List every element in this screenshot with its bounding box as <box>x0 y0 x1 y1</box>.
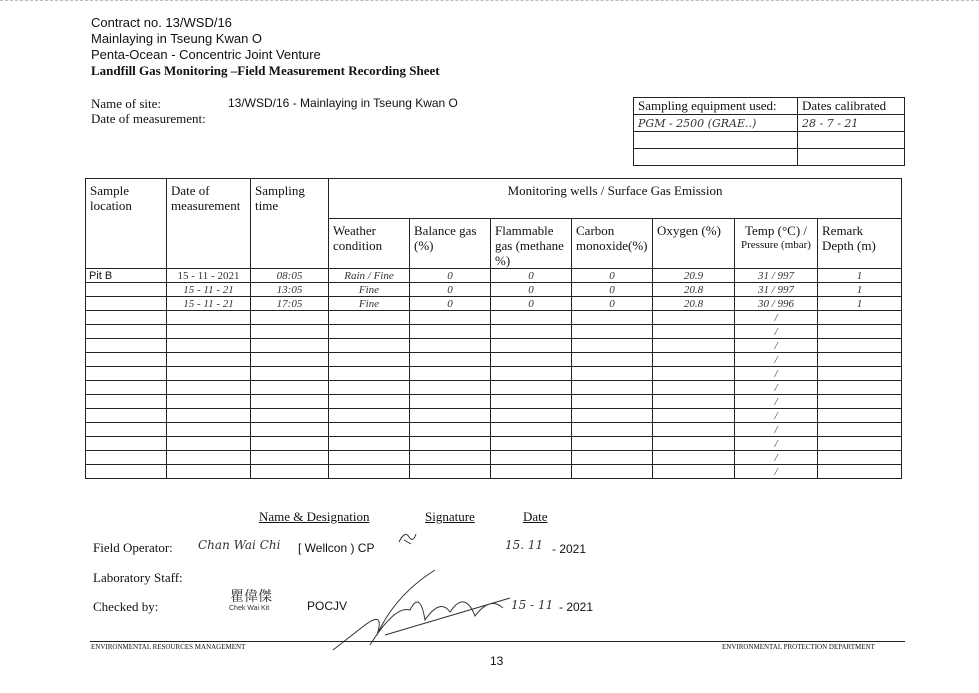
table-row <box>86 283 902 297</box>
sample-location-cell <box>86 395 167 409</box>
table-row <box>86 297 902 311</box>
depth-header: Depth (m) <box>822 238 876 253</box>
checked-chop-name: Chek Wai Kit <box>229 605 270 612</box>
temp-pressure-cell: / <box>735 381 818 395</box>
sampling-time-cell <box>251 451 329 465</box>
weather-cell <box>329 409 410 423</box>
table-header-row <box>86 179 902 219</box>
temp-pressure-cell: / <box>735 423 818 437</box>
table-row <box>86 423 902 437</box>
table-row <box>86 311 902 325</box>
sampling-time-cell <box>251 381 329 395</box>
page-number: 13 <box>490 654 504 668</box>
field-operator-signature <box>395 528 419 548</box>
flammable-gas-cell <box>491 423 572 437</box>
flammable-gas-cell <box>491 311 572 325</box>
sampling-time-cell: 13:05 <box>251 283 329 297</box>
remark-cell <box>818 409 902 423</box>
temp-pressure-cell: / <box>735 451 818 465</box>
field-operator-designation: [ Wellcon ) CP <box>298 541 375 555</box>
equipment-row <box>634 132 905 149</box>
oxygen-cell <box>653 339 735 353</box>
balance-gas-header: Balance gas (%) <box>410 219 491 269</box>
carbon-monoxide-cell <box>572 409 653 423</box>
weather-cell <box>329 423 410 437</box>
weather-cell <box>329 311 410 325</box>
document-header <box>91 15 440 79</box>
balance-gas-cell <box>410 395 491 409</box>
group-header: Monitoring wells / Surface Gas Emission <box>329 179 902 219</box>
laboratory-staff-label: Laboratory Staff: <box>93 570 183 585</box>
weather-cell <box>329 381 410 395</box>
sampling-time-cell: 08:05 <box>251 269 329 283</box>
remark-cell <box>818 325 902 339</box>
equipment-value <box>634 149 798 166</box>
calibrated-value <box>798 149 905 166</box>
table-row <box>86 367 902 381</box>
temp-pressure-cell: / <box>735 409 818 423</box>
date-cell: 15 - 11 - 21 <box>167 297 251 311</box>
flammable-gas-cell: 0 <box>491 283 572 297</box>
flammable-gas-cell <box>491 325 572 339</box>
footer-right: ENVIRONMENTAL PROTECTION DEPARTMENT <box>722 643 875 651</box>
pressure-header: Pressure (mbar) <box>741 239 811 251</box>
date-cell <box>167 367 251 381</box>
calibrated-header: Dates calibrated <box>798 98 905 115</box>
carbon-monoxide-cell: 0 <box>572 283 653 297</box>
weather-cell <box>329 325 410 339</box>
table-row <box>86 353 902 367</box>
remark-cell <box>818 465 902 479</box>
checked-date-year: - 2021 <box>559 600 594 614</box>
flammable-gas-cell: 0 <box>491 297 572 311</box>
weather-cell <box>329 395 410 409</box>
carbon-monoxide-cell <box>572 367 653 381</box>
weather-cell: Fine <box>329 297 410 311</box>
flammable-gas-cell <box>491 451 572 465</box>
weather-cell <box>329 451 410 465</box>
balance-gas-cell <box>410 339 491 353</box>
site-name-value: 13/WSD/16 - Mainlaying in Tseung Kwan O <box>228 96 458 110</box>
carbon-monoxide-cell <box>572 339 653 353</box>
checked-by-label: Checked by: <box>93 599 159 614</box>
sample-location-cell <box>86 339 167 353</box>
contract-number: Contract no. 13/WSD/16 <box>91 15 232 30</box>
remark-cell <box>818 339 902 353</box>
sampling-time-cell: 17:05 <box>251 297 329 311</box>
equipment-value <box>634 132 798 149</box>
flammable-gas-cell <box>491 395 572 409</box>
date-cell <box>167 353 251 367</box>
oxygen-cell: 20.8 <box>653 283 735 297</box>
oxygen-cell <box>653 465 735 479</box>
sampling-time-cell <box>251 325 329 339</box>
table-row <box>86 395 902 409</box>
equipment-value: PGM - 2500 (GRAE..) <box>634 115 798 132</box>
sample-location-cell <box>86 409 167 423</box>
remark-depth-header <box>818 219 902 269</box>
field-operator-date-hand: 15. 11 <box>505 538 544 552</box>
carbon-monoxide-cell <box>572 381 653 395</box>
flammable-gas-cell <box>491 465 572 479</box>
temp-pressure-cell: / <box>735 353 818 367</box>
sample-location-cell <box>86 283 167 297</box>
date-cell <box>167 381 251 395</box>
carbon-monoxide-cell: 0 <box>572 269 653 283</box>
balance-gas-cell <box>410 451 491 465</box>
remark-cell: 1 <box>818 297 902 311</box>
temp-header: Temp (°C) / <box>744 223 808 238</box>
equipment-header-row <box>634 98 905 115</box>
date-cell <box>167 339 251 353</box>
site-name-label: Name of site: <box>91 96 162 111</box>
sample-location-cell <box>86 367 167 381</box>
balance-gas-cell <box>410 423 491 437</box>
sample-location-cell <box>86 381 167 395</box>
flammable-gas-header: Flammable gas (methane %) <box>491 219 572 269</box>
weather-cell <box>329 367 410 381</box>
balance-gas-cell <box>410 311 491 325</box>
temp-pressure-cell: / <box>735 325 818 339</box>
date-cell <box>167 409 251 423</box>
carbon-monoxide-header: Carbon monoxide(%) <box>572 219 653 269</box>
date-cell <box>167 395 251 409</box>
date-cell <box>167 451 251 465</box>
sampling-time-cell <box>251 423 329 437</box>
field-operator-label: Field Operator: <box>93 540 173 555</box>
carbon-monoxide-cell <box>572 325 653 339</box>
equipment-header: Sampling equipment used: <box>634 98 798 115</box>
balance-gas-cell <box>410 409 491 423</box>
balance-gas-cell <box>410 381 491 395</box>
oxygen-cell <box>653 423 735 437</box>
date-cell <box>167 325 251 339</box>
date-cell: 15 - 11 - 2021 <box>167 269 251 283</box>
table-row <box>86 339 902 353</box>
field-operator-date-year: - 2021 <box>552 542 587 556</box>
calibrated-value: 28 - 7 - 21 <box>798 115 905 132</box>
date-cell <box>167 423 251 437</box>
checked-by-signature <box>325 550 525 660</box>
scan-top-edge <box>0 0 979 2</box>
date-cell: 15 - 11 - 21 <box>167 283 251 297</box>
weather-cell <box>329 339 410 353</box>
measurement-date-label: Date of measurement: <box>91 111 206 126</box>
table-row <box>86 465 902 479</box>
sampling-time-header: Sampling time <box>251 179 329 269</box>
oxygen-cell <box>653 311 735 325</box>
date-heading: Date <box>523 509 548 524</box>
temp-pressure-cell: 31 / 997 <box>735 283 818 297</box>
remark-cell <box>818 381 902 395</box>
table-row <box>86 325 902 339</box>
flammable-gas-cell <box>491 409 572 423</box>
balance-gas-cell <box>410 465 491 479</box>
sampling-time-cell <box>251 465 329 479</box>
footer-left: ENVIRONMENTAL RESOURCES MANAGEMENT <box>91 643 246 651</box>
remark-header: Remark <box>822 223 864 238</box>
temp-pressure-cell: / <box>735 339 818 353</box>
sample-location-cell <box>86 325 167 339</box>
remark-cell <box>818 311 902 325</box>
temp-pressure-cell: / <box>735 465 818 479</box>
sample-location-cell: Pit B <box>86 269 167 283</box>
balance-gas-cell: 0 <box>410 269 491 283</box>
date-cell <box>167 465 251 479</box>
checked-chop-chinese: 瞿偉傑 <box>230 590 272 605</box>
sample-location-cell <box>86 353 167 367</box>
oxygen-header: Oxygen (%) <box>653 219 735 269</box>
sample-location-header: Sample location <box>86 179 167 269</box>
contractor-name: Penta-Ocean - Concentric Joint Venture <box>91 47 321 62</box>
monitoring-table <box>85 178 902 479</box>
flammable-gas-cell <box>491 381 572 395</box>
oxygen-cell <box>653 409 735 423</box>
table-row <box>86 409 902 423</box>
date-cell <box>167 437 251 451</box>
remark-cell <box>818 451 902 465</box>
project-name: Mainlaying in Tseung Kwan O <box>91 31 263 46</box>
sheet-title: Landfill Gas Monitoring –Field Measurement Recording Sheet <box>91 63 440 78</box>
weather-cell: Rain / Fine <box>329 269 410 283</box>
equipment-table <box>633 97 905 166</box>
temp-pressure-cell: / <box>735 367 818 381</box>
carbon-monoxide-cell <box>572 353 653 367</box>
sample-location-cell <box>86 297 167 311</box>
temp-pressure-cell: / <box>735 437 818 451</box>
oxygen-cell <box>653 437 735 451</box>
balance-gas-cell <box>410 437 491 451</box>
weather-cell <box>329 437 410 451</box>
oxygen-cell <box>653 325 735 339</box>
sample-location-cell <box>86 311 167 325</box>
carbon-monoxide-cell: 0 <box>572 297 653 311</box>
weather-header: Weather condition <box>329 219 410 269</box>
weather-cell: Fine <box>329 283 410 297</box>
balance-gas-cell: 0 <box>410 283 491 297</box>
carbon-monoxide-cell <box>572 395 653 409</box>
remark-cell <box>818 367 902 381</box>
flammable-gas-cell <box>491 367 572 381</box>
field-operator-name: Chan Wai Chi <box>198 538 281 552</box>
remark-cell <box>818 423 902 437</box>
checked-date-hand: 15 - 11 <box>511 598 554 612</box>
sampling-time-cell <box>251 395 329 409</box>
temp-pressure-cell: 30 / 996 <box>735 297 818 311</box>
oxygen-cell: 20.9 <box>653 269 735 283</box>
flammable-gas-cell: 0 <box>491 269 572 283</box>
table-row <box>86 269 902 283</box>
balance-gas-cell <box>410 367 491 381</box>
calibrated-value <box>798 132 905 149</box>
signature-heading: Signature <box>425 509 475 524</box>
remark-cell: 1 <box>818 269 902 283</box>
name-designation-heading: Name & Designation <box>259 509 370 524</box>
table-row <box>86 451 902 465</box>
date-header: Date of measurement <box>167 179 251 269</box>
sample-location-cell <box>86 423 167 437</box>
oxygen-cell: 20.8 <box>653 297 735 311</box>
sampling-time-cell <box>251 353 329 367</box>
oxygen-cell <box>653 353 735 367</box>
oxygen-cell <box>653 367 735 381</box>
temp-pressure-cell: / <box>735 395 818 409</box>
sampling-time-cell <box>251 409 329 423</box>
carbon-monoxide-cell <box>572 311 653 325</box>
oxygen-cell <box>653 451 735 465</box>
sample-location-cell <box>86 465 167 479</box>
temp-pressure-cell: 31 / 997 <box>735 269 818 283</box>
sampling-time-cell <box>251 437 329 451</box>
balance-gas-cell <box>410 353 491 367</box>
equipment-row <box>634 115 905 132</box>
remark-cell <box>818 353 902 367</box>
balance-gas-cell: 0 <box>410 297 491 311</box>
sample-location-cell <box>86 437 167 451</box>
oxygen-cell <box>653 395 735 409</box>
flammable-gas-cell <box>491 353 572 367</box>
flammable-gas-cell <box>491 437 572 451</box>
date-cell <box>167 311 251 325</box>
weather-cell <box>329 465 410 479</box>
carbon-monoxide-cell <box>572 465 653 479</box>
remark-cell: 1 <box>818 283 902 297</box>
checked-organisation: POCJV <box>307 599 348 613</box>
sampling-time-cell <box>251 311 329 325</box>
remark-cell <box>818 437 902 451</box>
sampling-time-cell <box>251 339 329 353</box>
carbon-monoxide-cell <box>572 437 653 451</box>
carbon-monoxide-cell <box>572 423 653 437</box>
temp-pressure-cell: / <box>735 311 818 325</box>
flammable-gas-cell <box>491 339 572 353</box>
sampling-time-cell <box>251 367 329 381</box>
table-row <box>86 437 902 451</box>
carbon-monoxide-cell <box>572 451 653 465</box>
temp-pressure-header <box>735 219 818 269</box>
footer-rule <box>90 641 905 642</box>
oxygen-cell <box>653 381 735 395</box>
weather-cell <box>329 353 410 367</box>
table-row <box>86 381 902 395</box>
remark-cell <box>818 395 902 409</box>
equipment-row <box>634 149 905 166</box>
sample-location-cell <box>86 451 167 465</box>
balance-gas-cell <box>410 325 491 339</box>
site-info <box>91 96 206 126</box>
